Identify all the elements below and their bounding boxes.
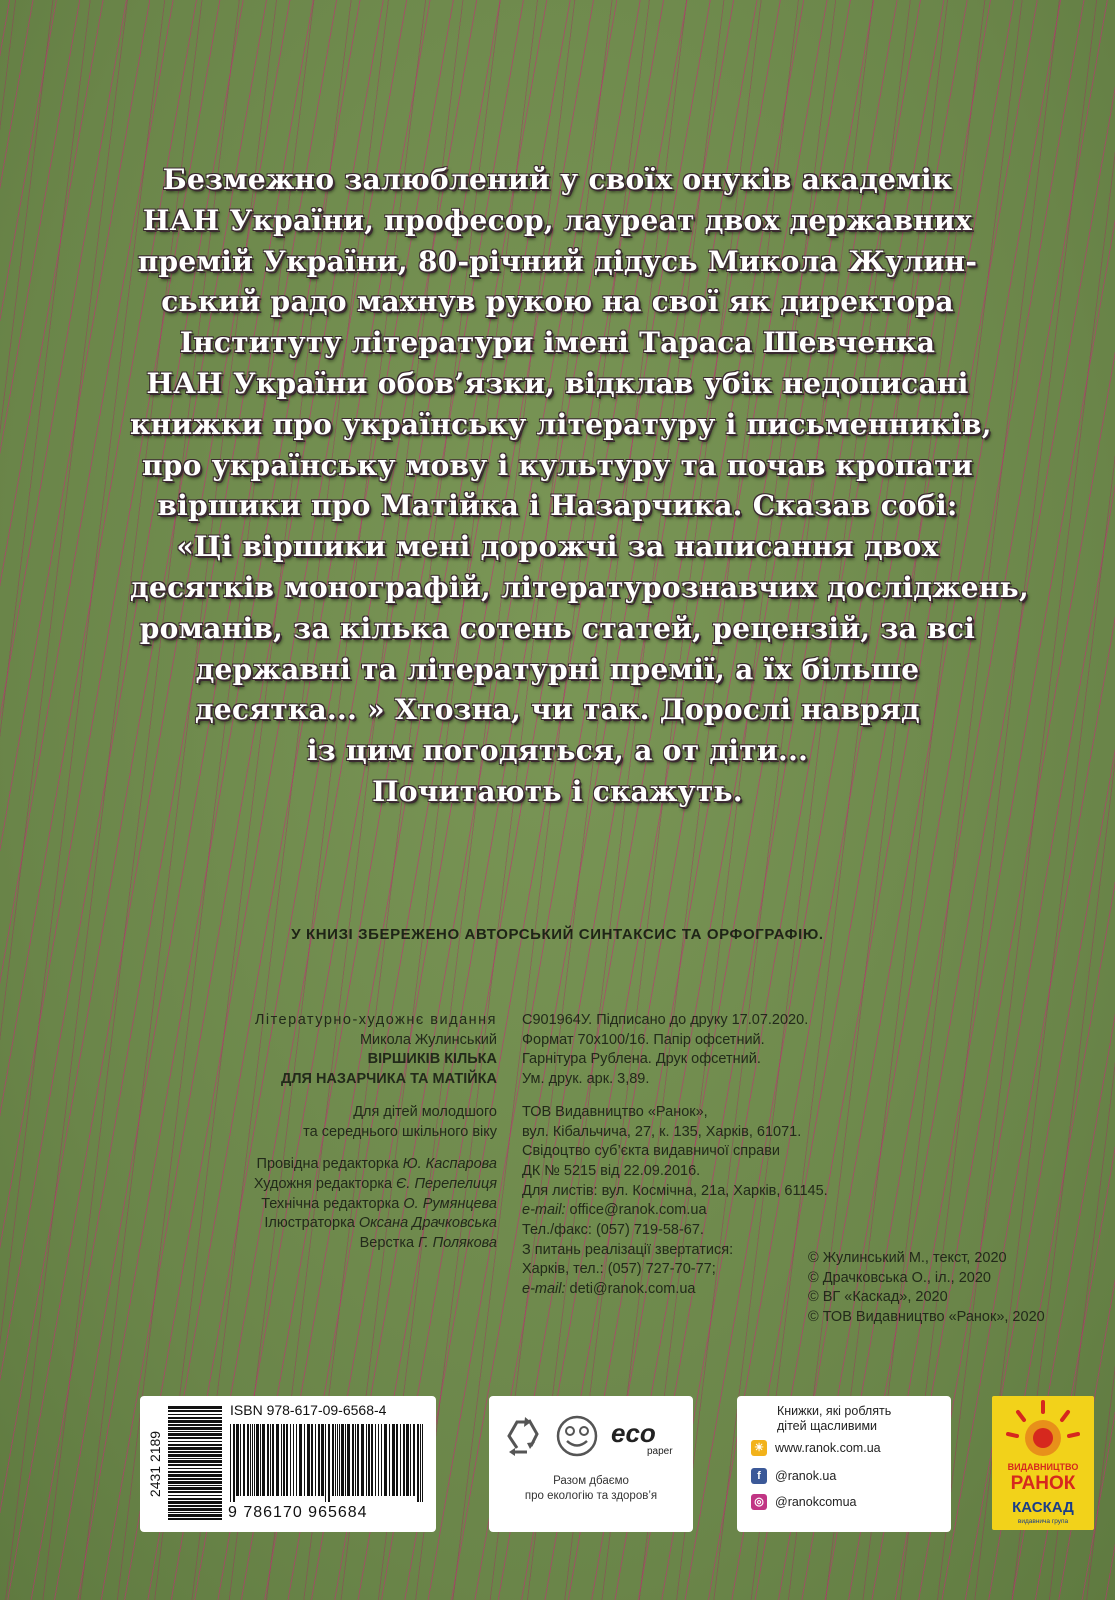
svg-text:КАСКАД: КАСКАД — [1012, 1499, 1074, 1516]
barcode-bar — [299, 1424, 302, 1496]
barcode-bar — [381, 1424, 382, 1496]
svg-text:eco: eco — [611, 1418, 656, 1448]
barcode-bar — [296, 1424, 297, 1496]
credit-line: Верстка Г. Полякова — [359, 1235, 497, 1252]
barcode-bar — [371, 1424, 373, 1496]
barcode-bar — [339, 1424, 340, 1496]
audience-line2: та середнього шкільного віку — [303, 1123, 497, 1140]
svg-text:видавнича група: видавнича група — [1017, 1518, 1069, 1525]
barcode-bar — [352, 1424, 354, 1496]
blurb-line: Безмежно залюблений у своїх онуків академік — [162, 163, 953, 196]
barcode-bar — [270, 1424, 271, 1496]
book-title-line1: ВІРШИКІВ КІЛЬКА — [367, 1051, 497, 1068]
side-barcode-bar — [168, 1458, 222, 1459]
side-barcode-bar — [168, 1433, 222, 1436]
side-barcode-bar — [168, 1464, 222, 1466]
side-barcode-bar — [168, 1454, 222, 1457]
author-name: Микола Жулинський — [359, 1031, 497, 1048]
side-barcode-bar — [168, 1474, 222, 1477]
eco-caption: Разом дбаємо про екологію та здоров’я — [524, 1475, 658, 1502]
publisher-detail-line: Для листів: вул. Космічна, 21а, Харків, 61145. — [522, 1182, 828, 1199]
barcode-bar — [243, 1424, 245, 1496]
barcode-bar — [357, 1424, 359, 1496]
isbn-barcode-box — [140, 1396, 436, 1532]
barcode-bar — [396, 1424, 398, 1496]
side-barcode-bar — [168, 1514, 222, 1517]
side-barcode-bar — [168, 1495, 222, 1496]
side-barcode-bar — [168, 1417, 222, 1419]
svg-text:РАНОК: РАНОК — [1010, 1473, 1076, 1494]
barcode-bar — [240, 1424, 241, 1496]
side-barcode-bar — [168, 1505, 222, 1507]
barcode-bar — [361, 1424, 364, 1496]
publisher-details — [522, 1103, 828, 1202]
barcode-bar — [290, 1424, 291, 1496]
copyright-line: © Жулинський М., текст, 2020 — [808, 1250, 1007, 1266]
side-barcode-bar — [168, 1406, 222, 1409]
recycle-icon — [509, 1417, 537, 1456]
sales-line1: З питань реалізації звертатися: — [522, 1241, 734, 1258]
credit-line: Технічна редакторка О. Румянцева — [261, 1195, 497, 1212]
side-barcode-bar — [168, 1491, 222, 1493]
barcode-bar — [355, 1424, 356, 1496]
barcode-bar — [410, 1424, 411, 1496]
copyright-line: © ТОВ Видавництво «Ранок», 2020 — [808, 1309, 1045, 1326]
phone-line: Тел./факс: (057) 719-58-67. — [522, 1222, 704, 1239]
credit-line: Провідна редакторка Ю. Каспарова — [256, 1156, 497, 1173]
side-barcode-bar — [168, 1512, 222, 1513]
email-office-line: e-mail: office@ranok.com.ua — [522, 1202, 707, 1219]
eco-paper-logo — [611, 1418, 673, 1457]
barcode-bar — [417, 1424, 419, 1502]
blurb-line: віршики про Матійка і Назарчика. Сказав собі: — [157, 489, 958, 523]
print-detail-line: Ум. друк. арк. 3,89. — [522, 1071, 650, 1088]
barcode-bar — [293, 1424, 294, 1496]
barcode-bar — [281, 1424, 282, 1496]
imprint-middle-column — [522, 1011, 828, 1300]
audience-line1: Для дітей молодшого — [353, 1103, 497, 1120]
barcode-bar — [315, 1424, 316, 1496]
side-barcode-bar — [168, 1485, 222, 1486]
side-barcode-bar — [168, 1447, 222, 1450]
syntax-note: У КНИЗІ ЗБЕРЕЖЕНО АВТОРСЬКИЙ СИНТАКСИС ТА ОРФОГРАФІЮ. — [291, 926, 824, 943]
barcode-bar — [311, 1424, 313, 1496]
barcode-bar — [422, 1424, 423, 1502]
barcode-bar — [392, 1424, 395, 1496]
side-barcode-bar — [168, 1487, 222, 1490]
website-row[interactable]: ☀ www.ranok.com.ua — [751, 1440, 881, 1456]
sun-icon: ☀ — [751, 1440, 767, 1456]
blurb-line: про українську мову і культуру та почав кропати — [142, 448, 973, 482]
side-number-vertical — [146, 1406, 164, 1522]
barcode-bar — [332, 1424, 334, 1496]
credits-list — [254, 1155, 497, 1254]
barcode-bar — [366, 1424, 367, 1496]
barcode-bar — [286, 1424, 288, 1496]
blurb-line: Почитають і скажуть. — [372, 774, 743, 808]
barcode-bar — [368, 1424, 370, 1496]
facebook-icon: f — [751, 1468, 767, 1484]
copyright-line: © ВГ «Каскад», 2020 — [808, 1289, 948, 1306]
svg-text:ВИДАВНИЦТВО: ВИДАВНИЦТВО — [1007, 1462, 1079, 1472]
blurb-line: премій України, 80-річний дідусь Микола Жулин- — [137, 244, 978, 278]
barcode-bar — [233, 1424, 235, 1502]
side-barcode-bar — [168, 1437, 222, 1439]
back-cover-blurb — [130, 160, 1030, 813]
sun-logo-icon — [1008, 1402, 1078, 1456]
blurb-line: книжки про українську літературу і письменників, — [130, 407, 992, 441]
side-barcode — [168, 1404, 222, 1524]
barcode-bar — [378, 1424, 379, 1496]
barcode-bar — [283, 1424, 285, 1496]
barcode-bar — [321, 1424, 324, 1496]
blurb-line: НАН України, професор, лауреат двох державних — [142, 203, 973, 237]
barcode-bar — [236, 1424, 239, 1496]
instagram-row[interactable]: ◎ @ranokcomua — [751, 1494, 856, 1510]
ranok-slogan: Книжки, які роблять дітей щасливими — [777, 1404, 892, 1433]
credit-line: Художня редакторка Є. Перепелиця — [253, 1175, 497, 1192]
barcode-bar — [230, 1424, 231, 1502]
print-detail-line: Гарнітура Рублена. Друк офсетний. — [522, 1051, 761, 1068]
blurb-line: Інституту літератури імені Тараса Шевченка — [179, 326, 936, 360]
barcode-bar — [256, 1424, 259, 1496]
print-detail-line: С901964У. Підписано до друку 17.07.2020. — [522, 1012, 809, 1028]
side-barcode-bar — [168, 1508, 222, 1511]
credit-line: Ілюстраторка Оксана Драчковська — [264, 1215, 497, 1232]
isbn-label: ISBN 978-617-09-6568-4 — [230, 1402, 387, 1418]
barcode-bar — [406, 1424, 409, 1496]
blurb-line: державні та літературні премії, а їх більше — [195, 652, 920, 686]
side-barcode-bar — [168, 1427, 222, 1430]
blurb-line: «Ці віршики мені дорожчі за написання двох — [176, 530, 939, 564]
barcode-bar — [307, 1424, 310, 1496]
side-barcode-bar — [168, 1431, 222, 1432]
barcode-bar — [252, 1424, 253, 1496]
print-details — [522, 1011, 828, 1090]
svg-text:paper: paper — [647, 1446, 673, 1457]
print-detail-line: Формат 70х100/16. Папір офсетний. — [522, 1031, 765, 1048]
imprint-left-column — [254, 1011, 497, 1254]
side-barcode-bar — [168, 1414, 222, 1415]
barcode-bar — [403, 1424, 405, 1496]
barcode-bar — [325, 1424, 326, 1502]
barcode-bar — [304, 1424, 305, 1496]
barcode-bar — [389, 1424, 390, 1496]
barcode-bar — [337, 1424, 338, 1496]
publisher-detail-line: вул. Кібальчича, 27, к. 135, Харків, 61071. — [522, 1123, 802, 1140]
publisher-detail-line: Свідоцтво суб’єкта видавничої справи — [522, 1143, 781, 1160]
copyright-line: © Драчковська О., іл., 2020 — [808, 1269, 991, 1286]
ranok-info-box — [737, 1396, 951, 1532]
side-barcode-bar — [168, 1441, 222, 1442]
blurb-line: десятків монографій, літературознавчих досліджень, — [130, 570, 1030, 604]
barcode-bar — [413, 1424, 415, 1496]
barcode-bar — [345, 1424, 346, 1496]
publisher-logo — [992, 1396, 1094, 1530]
barcode-bar — [272, 1424, 274, 1496]
side-barcode-bar — [168, 1501, 222, 1504]
barcode-bar — [262, 1424, 265, 1496]
blurb-line: романів, за кілька сотень статей, рецензій, за всі — [139, 611, 976, 645]
barcode — [228, 1424, 426, 1502]
side-barcode-bar — [168, 1518, 222, 1520]
barcode-bar — [420, 1424, 421, 1502]
eco-icons — [499, 1408, 683, 1464]
side-barcode-bar — [168, 1444, 222, 1446]
side-barcode-bar — [168, 1471, 222, 1473]
blurb-line: НАН України обов’язки, відклав убік недописані — [146, 366, 969, 400]
barcode-number: 9 786170 965684 — [228, 1504, 368, 1521]
eco-box — [489, 1396, 693, 1532]
smile-icon — [558, 1417, 596, 1455]
side-barcode-bar — [168, 1468, 222, 1469]
publisher-detail-line: ТОВ Видавництво «Ранок», — [522, 1103, 708, 1120]
barcode-bar — [384, 1424, 387, 1496]
barcode-bar — [250, 1424, 251, 1496]
blurb-line: із цим погодяться, а от діти... — [306, 734, 809, 768]
barcode-bar — [267, 1424, 269, 1496]
email-sales-line: e-mail: deti@ranok.com.ua — [522, 1281, 696, 1298]
blurb-line: десятка... » Хтозна, чи так. Дорослі навряд — [194, 693, 921, 727]
barcode-bar — [247, 1424, 249, 1496]
side-barcode-bar — [168, 1481, 222, 1484]
side-barcode-bar — [168, 1478, 222, 1480]
barcode-bar — [318, 1424, 320, 1496]
barcode-bar — [400, 1424, 401, 1496]
side-barcode-bar — [168, 1420, 222, 1423]
barcode-bar — [254, 1424, 255, 1496]
barcode-bar — [375, 1424, 376, 1496]
barcode-bar — [347, 1424, 350, 1496]
svg-text:2431 2189: 2431 2189 — [147, 1430, 163, 1498]
sales-line2: Харків, тел.: (057) 727-70-77; — [522, 1261, 716, 1278]
barcode-bar — [328, 1424, 330, 1502]
side-barcode-bar — [168, 1451, 222, 1453]
side-barcode-bar — [168, 1498, 222, 1500]
book-title-line2: ДЛЯ НАЗАРЧИКА ТА МАТІЙКА — [281, 1071, 497, 1088]
edition-type: Літературно-художнє видання — [254, 1012, 497, 1028]
facebook-row[interactable]: f @ranok.ua — [751, 1468, 836, 1484]
instagram-icon: ◎ — [751, 1494, 767, 1510]
side-barcode-bar — [168, 1424, 222, 1426]
barcode-bar — [260, 1424, 261, 1496]
side-barcode-bar — [168, 1410, 222, 1412]
barcode-bar — [335, 1424, 336, 1496]
barcode-bar — [341, 1424, 344, 1496]
side-barcode-bar — [168, 1460, 222, 1463]
copyright-column — [808, 1249, 1045, 1328]
publisher-detail-line: ДК № 5215 від 22.09.2016. — [522, 1162, 701, 1179]
blurb-line: ський радо махнув рукою на свої як директора — [161, 285, 954, 319]
barcode-bar — [276, 1424, 279, 1496]
